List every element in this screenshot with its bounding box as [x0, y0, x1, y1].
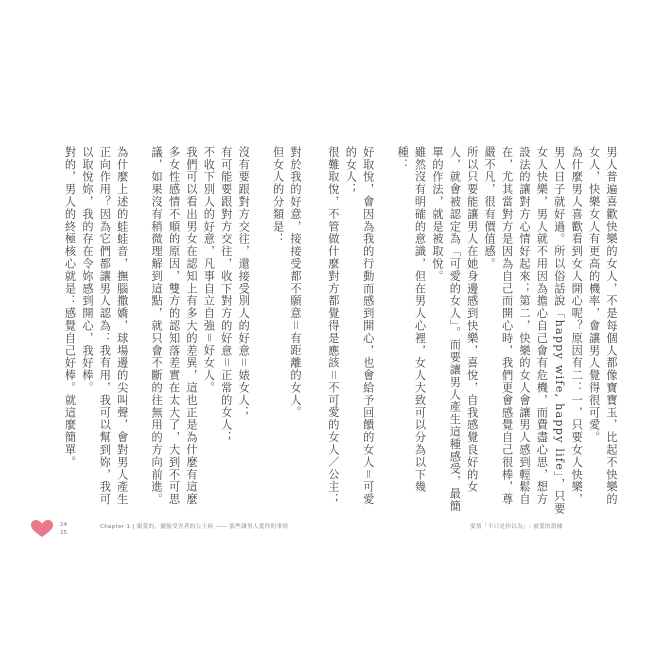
heart-icon: [31, 520, 53, 538]
paragraph: 為什麼男人喜歡看到女人開心呢？原因有二：一，只要女人快樂，男人日子就好過。所以俗話說「happy wife, happy life」，只要女人快樂，男人就不用因為擔心自己會有危機，而費盡心思，想方設法的讓對方心情好起來；第二，快樂的女人會讓男人感到輕鬆自在，尤其當對方是因為自己而開心時，我們更會感覺自己很棒，尊嚴不凡，很有價值感。: [483, 146, 584, 516]
page-number-left: 24: [60, 522, 68, 528]
paragraph: 沒有要跟對方交往，還接受別人的好意＝婊女人；: [237, 146, 251, 419]
paragraph: 雖然沒有明確的意識，但在男人心裡，女人大致可以分為以下幾種：: [396, 146, 427, 494]
left-page: [32, 146, 304, 516]
right-page: [326, 146, 620, 516]
paragraph: 很難取悅，不管做什麼對方都覺得是應該＝不可愛的女人／公主；: [326, 146, 340, 506]
paragraph: 不收下別人的好意，凡事自立自強＝好女人。: [202, 146, 216, 394]
paragraph: 好取悅，會因為我的行動而感到開心，也會給予回饋的女人＝可愛的女人；: [344, 146, 375, 506]
paragraph: 男人普遍喜歡快樂的女人，不是每個人都像寶寶玉，比起不快樂的女人，快樂女人有更高的機率，會讓男人覺得很可愛。: [587, 146, 618, 506]
paragraph: 為什麼上述的蛙蛙音，撫腦撒嬌，球場邊的尖叫聲，會對男人產生正向作用？因為它們都讓男人認為：我有用，我可以幫到妳，我可以取悅妳，我的存在令妳感到開心，我好棒。: [80, 146, 129, 506]
footer-right-text: 愛情「不只是你以為」: 被愛的證據: [470, 524, 563, 530]
right-page-text: [326, 146, 620, 516]
paragraph: 對的，男人的終極核心就是：感覺自己好棒。就這麼簡單。: [63, 146, 77, 469]
paragraph: 對於我的好意，接接受都不願意＝有距離的女人。: [289, 146, 302, 419]
paragraph: 但女人的分類是：: [271, 146, 285, 246]
footer-left-text: Chapter 1 | 親愛的，擺脫受害者的公主病 —— 那些讓男人愛你的事情: [100, 524, 289, 530]
left-page-text: [32, 146, 304, 516]
paragraph: 我們可以看出男女在認知上有多大的差異，這也正是為什麼有這麼多女性感情不順的原因，雙方的認知落差實在太大了，大到不可思議，如果沒有稍微理解到這點，就只會不斷的往無用的方向前進。: [150, 146, 198, 506]
paragraph: 有可能要跟對方交往，收下對方的好意＝正常的女人；: [219, 146, 233, 444]
paragraph: 所以只要能讓男人在她身邊感到快樂，喜悅，自我感覺良好的女人，就會被認定為「可愛的女人」。而要讓男人產生這種感受，最簡單的作法，就是被取悅。: [430, 146, 479, 513]
page-number-right: 25: [60, 530, 68, 536]
page-numbers: [60, 521, 67, 537]
